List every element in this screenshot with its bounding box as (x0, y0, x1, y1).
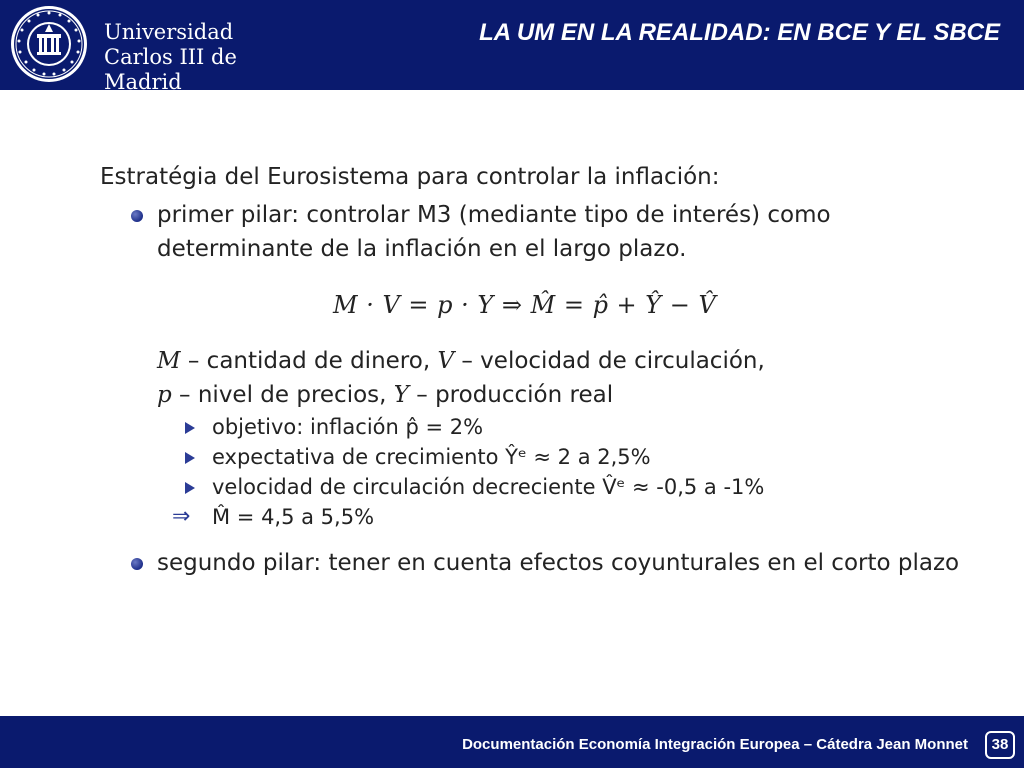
sub-item-growth (100, 442, 1000, 472)
university-logo (0, 0, 292, 94)
var-y-desc: – producción real (408, 382, 614, 408)
var-v-desc: – velocidad de circulación, (454, 348, 765, 374)
var-y: Y (393, 382, 409, 408)
slide-header (0, 0, 1024, 94)
var-m-desc: – cantidad de dinero, (180, 348, 438, 374)
var-v: V (437, 348, 455, 374)
pillar1-line1: primer pilar: controlar M3 (mediante tipo de interés) como (157, 202, 831, 228)
definition-line1 (157, 344, 1000, 378)
var-m: M (157, 348, 181, 374)
footer-text: Documentación Economía Integración Europea – Cátedra Jean Monnet (462, 736, 968, 753)
pillar1-line2: determinante de la inflación en el largo plazo. (157, 236, 687, 262)
sub-item-text: velocidad de circulación decreciente V̂ᵉ ≈ -0,5 a -1% (212, 475, 765, 499)
sub-item-velocity (100, 472, 1000, 502)
var-p: p (157, 382, 172, 408)
sub-item-objective (100, 412, 1000, 442)
var-p-desc: – nivel de precios, (171, 382, 394, 408)
quantity-theory-formula: M · V = p · Y ⇒ M̂ = p̂ + Ŷ − V̂ (333, 291, 717, 319)
pillar2-bullet (100, 546, 1000, 580)
slide-title: LA UM EN LA REALIDAD: EN BCE Y EL SBCE (479, 19, 1000, 46)
intro-text: Estratégia del Eurosistema para controlar la inflación: (100, 164, 720, 190)
university-name-line2: Carlos III de Madrid (104, 45, 237, 94)
university-name-line1: Universidad (104, 20, 234, 44)
triangle-bullet-icon (185, 422, 195, 434)
sub-item-text: objetivo: inflación p̂ = 2% (212, 415, 484, 439)
university-name (104, 20, 292, 95)
slide-footer (0, 716, 1024, 768)
triangle-bullet-icon (185, 482, 195, 494)
bullet-dot-icon (131, 210, 143, 222)
definition-line2 (157, 378, 1000, 412)
slide-content (100, 160, 1000, 580)
university-seal-icon (9, 4, 89, 84)
variable-definitions (100, 344, 1000, 412)
bullet-dot-icon (131, 558, 143, 570)
sub-item-text: expectativa de crecimiento Ŷᵉ ≈ 2 a 2,5% (212, 445, 651, 469)
sub-item-result (100, 502, 1000, 532)
pillar2-text: segundo pilar: tener en cuenta efectos coyunturales en el corto plazo (157, 550, 960, 576)
triangle-bullet-icon (185, 452, 195, 464)
implies-arrow-icon: ⇒ (172, 504, 191, 529)
page-number: 38 (985, 731, 1015, 759)
pillar1-bullet (100, 198, 1000, 266)
result-text: M̂ = 4,5 a 5,5% (212, 505, 375, 529)
